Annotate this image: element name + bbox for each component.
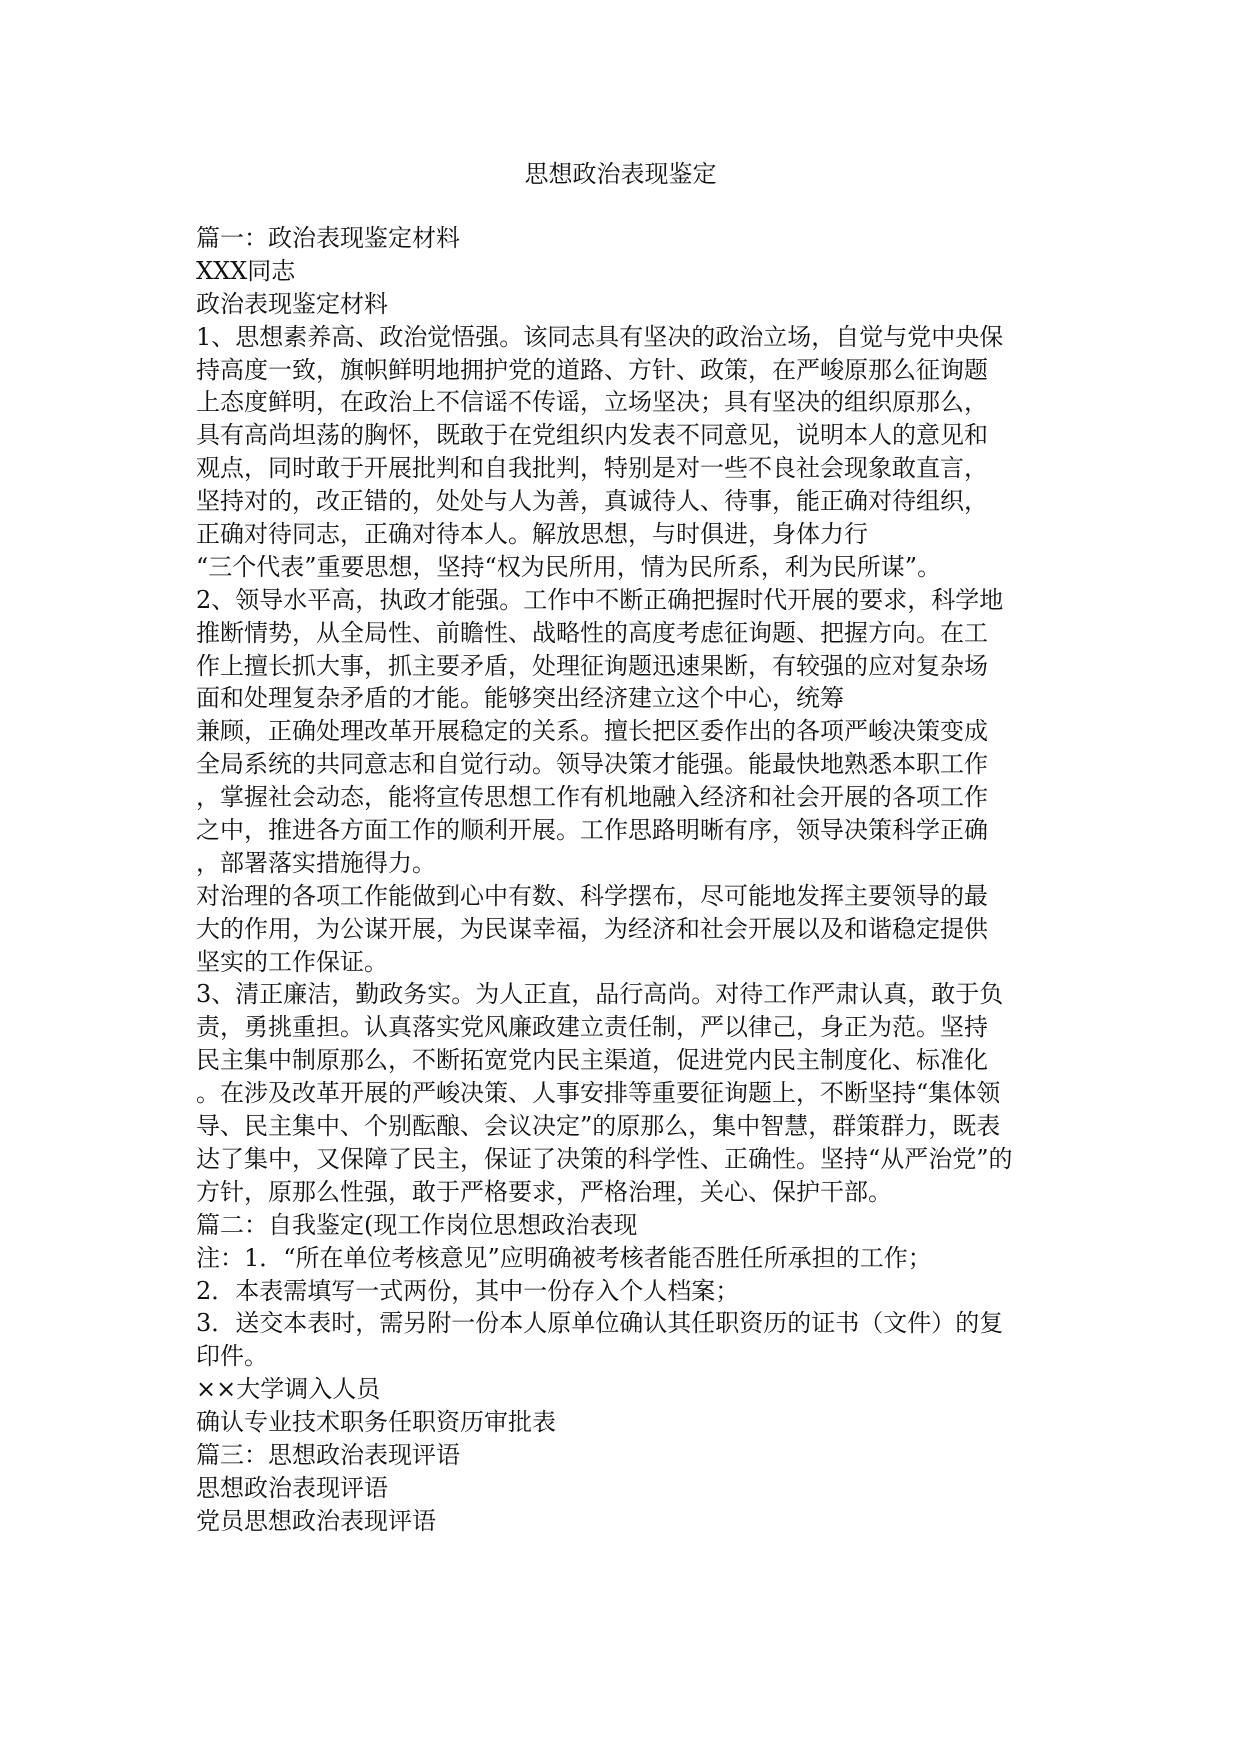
body-line: 坚实的工作保证。 (196, 947, 388, 976)
body-line: 党员思想政治表现评语 (196, 1506, 436, 1535)
body-line: 对治理的各项工作能做到心中有数、科学摆布，尽可能地发挥主要领导的最 (196, 881, 988, 910)
body-line: 责，勇挑重担。认真落实党风廉政建立责任制，严以律己，身正为范。坚持 (196, 1013, 988, 1042)
body-line: ，掌握社会动态，能将宣传思想工作有机地融入经济和社会开展的各项工作 (196, 783, 988, 812)
body-line: 全局系统的共同意志和自觉行动。领导决策才能强。能最快地熟悉本职工作 (196, 750, 988, 779)
body-line: “三个代表”重要思想，坚持“权为民所用，情为民所系，利为民所谋”。 (196, 552, 942, 581)
body-line: 2、领导水平高，执政才能强。工作中不断正确把握时代开展的要求，科学地 (196, 585, 1004, 614)
body-line: 。在涉及改革开展的严峻决策、人事安排等重要征询题上，不断坚持“集体领 (196, 1079, 1001, 1108)
body-line: ××大学调入人员 (196, 1375, 381, 1404)
body-line: 观点，同时敢于开展批判和自我批判，特别是对一些不良社会现象敢直言， (196, 454, 988, 483)
body-line: 上态度鲜明，在政治上不信谣不传谣，立场坚决；具有坚决的组织原那么， (196, 388, 988, 417)
body-line: 持高度一致，旗帜鲜明地拥护党的道路、方针、政策，在严峻原那么征询题 (196, 355, 988, 384)
body-line: 民主集中制原那么，不断拓宽党内民主渠道，促进党内民主制度化、标准化 (196, 1046, 988, 1075)
body-line: 印件。 (196, 1342, 268, 1371)
body-line: ，部署落实措施得力。 (196, 848, 436, 877)
body-line: 之中，推进各方面工作的顺利开展。工作思路明晰有序，领导决策科学正确 (196, 816, 988, 845)
document-body (196, 222, 1056, 1538)
body-line: XXX同志 (196, 256, 296, 285)
body-line: 注：1．“所在单位考核意见”应明确被考核者能否胜任所承担的工作； (196, 1243, 932, 1272)
document-title: 思想政治表现鉴定 (524, 160, 717, 188)
body-line: 确认专业技术职务任职资历审批表 (196, 1408, 556, 1437)
body-line: 篇一：政治表现鉴定材料 (196, 224, 460, 252)
body-line: 2．本表需填写一式两份，其中一份存入个人档案； (196, 1276, 740, 1305)
body-line: 思想政治表现评语 (196, 1473, 388, 1502)
body-line: 达了集中，又保障了民主，保证了决策的科学性、正确性。坚持“从严治党”的 (196, 1144, 1013, 1173)
body-line: 兼顾，正确处理改革开展稳定的关系。擅长把区委作出的各项严峻决策变成 (196, 717, 988, 746)
body-line: 方针，原那么性强，敢于严格要求，严格治理，关心、保护干部。 (196, 1177, 892, 1206)
body-line: 篇二：自我鉴定(现工作岗位思想政治表现 (196, 1210, 638, 1239)
body-line: 导、民主集中、个别酝酿、会议决定”的原那么，集中智慧，群策群力，既表 (196, 1112, 1001, 1141)
body-line: 1、思想素养高、政治觉悟强。该同志具有坚决的政治立场，自觉与党中央保 (196, 322, 1004, 351)
body-line: 篇三：思想政治表现评语 (196, 1440, 460, 1469)
body-line: 推断情势，从全局性、前瞻性、战略性的高度考虑征询题、把握方向。在工 (196, 618, 988, 647)
body-line: 具有高尚坦荡的胸怀，既敢于在党组织内发表不同意见，说明本人的意见和 (196, 421, 988, 450)
body-line: 政治表现鉴定材料 (196, 289, 388, 318)
body-line: 3．送交本表时，需另附一份本人原单位确认其任职资历的证书（文件）的复 (196, 1309, 1004, 1338)
body-line: 作上擅长抓大事，抓主要矛盾，处理征询题迅速果断，有较强的应对复杂场 (196, 651, 988, 680)
body-line: 坚持对的，改正错的，处处与人为善，真诚待人、待事，能正确对待组织， (196, 487, 988, 516)
body-line: 正确对待同志，正确对待本人。解放思想，与时俱进，身体力行 (196, 520, 868, 549)
body-line: 3、清正廉洁，勤政务实。为人正直，品行高尚。对待工作严肃认真，敢于负 (196, 980, 1004, 1009)
body-line: 大的作用，为公谋开展，为民谋幸福，为经济和社会开展以及和谐稳定提供 (196, 914, 988, 943)
body-line: 面和处理复杂矛盾的才能。能够突出经济建立这个中心，统筹 (196, 684, 844, 713)
